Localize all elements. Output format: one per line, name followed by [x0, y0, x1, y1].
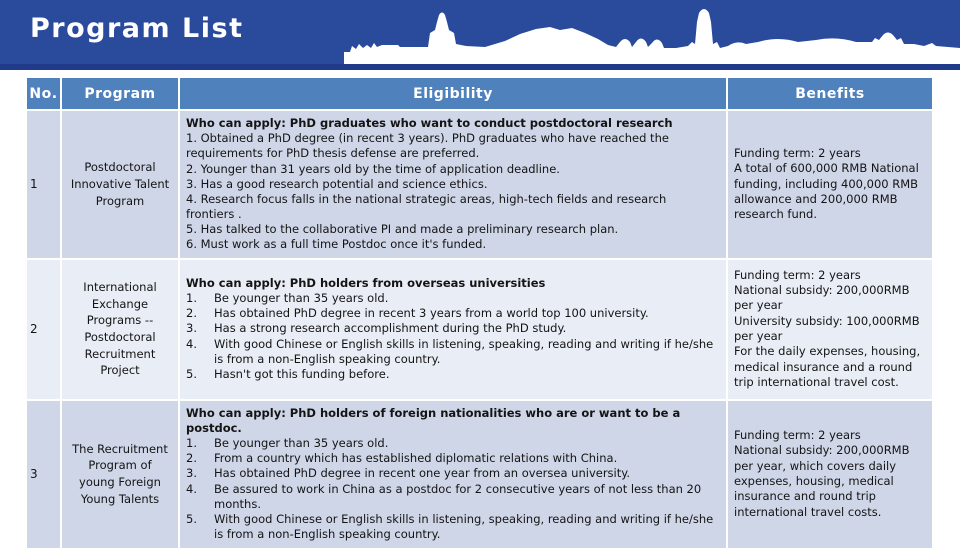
eligibility-item-number: 2.	[186, 451, 197, 466]
benefit-line: National subsidy: 200,000RMB per year, which covers daily expenses, housing, medical insurance and round trip international travel costs.	[734, 443, 910, 519]
eligibility-item	[186, 306, 718, 321]
benefit-line: A total of 600,000 RMB National funding, including 400,000 RMB allowance and 200,000 RMB research fund.	[734, 161, 919, 222]
eligibility-cell	[180, 260, 726, 399]
table-row	[27, 111, 932, 258]
eligibility-item-number: 4.	[186, 336, 197, 351]
benefit-line: National subsidy: 200,000RMB per year	[734, 283, 910, 313]
title-banner	[0, 0, 960, 64]
program-table	[25, 76, 934, 550]
eligibility-cell	[180, 111, 726, 258]
banner-divider	[0, 64, 960, 70]
eligibility-item: 5. Has talked to the collaborative PI and made a preliminary research plan.	[186, 222, 619, 237]
row-number: 1	[27, 111, 60, 258]
eligibility-item-number: 1.	[186, 436, 197, 451]
eligibility-item: 3. Has a good research potential and science ethics.	[186, 176, 488, 191]
eligibility-item-number: 4.	[186, 481, 197, 496]
eligibility-item	[186, 291, 718, 306]
city-skyline-silhouette	[340, 0, 960, 64]
row-number: 2	[27, 260, 60, 399]
program-name: Postdoctoral Innovative Talent Program	[62, 111, 178, 258]
eligibility-item	[186, 451, 718, 466]
eligibility-item-number: 5.	[186, 511, 197, 526]
eligibility-heading: Who can apply: PhD holders of foreign nationalities who are or want to be a postdoc.	[186, 405, 681, 435]
eligibility-item-text: Be younger than 35 years old.	[214, 291, 389, 306]
eligibility-item-text: Has obtained PhD degree in recent 3 years from a world top 100 university.	[214, 306, 649, 321]
benefit-line: University subsidy: 100,000RMB per year	[734, 313, 920, 344]
eligibility-item-number: 1.	[186, 291, 197, 306]
benefit-line: Funding term: 2 years	[734, 267, 861, 282]
page-title: Program List	[30, 13, 244, 44]
header-program: Program	[62, 78, 178, 109]
eligibility-item-text: Has a strong research accomplishment during the PhD study.	[214, 321, 567, 336]
row-number: 3	[27, 401, 60, 548]
header-eligibility: Eligibility	[180, 78, 726, 109]
eligibility-cell	[180, 401, 726, 548]
eligibility-item-text: Hasn't got this funding before.	[214, 366, 390, 381]
program-name: The Recruitment Program of young Foreign Young Talents	[62, 401, 178, 548]
eligibility-item-number: 2.	[186, 306, 197, 321]
eligibility-heading: Who can apply: PhD graduates who want to conduct postdoctoral research	[186, 116, 673, 130]
eligibility-item	[186, 466, 718, 481]
eligibility-item	[186, 436, 718, 451]
eligibility-item-text: From a country which has established diplomatic relations with China.	[214, 451, 618, 466]
eligibility-item	[186, 512, 718, 542]
eligibility-item-text: Be younger than 35 years old.	[214, 436, 389, 451]
eligibility-item	[186, 482, 718, 512]
eligibility-item: 4. Research focus falls in the national strategic areas, high-tech fields and research frontiers .	[186, 191, 667, 222]
program-name: International Exchange Programs -- Postdoctoral Recruitment Project	[62, 260, 178, 399]
benefits-cell	[728, 401, 932, 548]
eligibility-item	[186, 337, 718, 367]
table-row	[27, 260, 932, 399]
eligibility-item-text: Has obtained PhD degree in recent one year from an oversea university.	[214, 466, 631, 481]
benefit-line: Funding term: 2 years	[734, 146, 861, 161]
eligibility-item-number: 3.	[186, 321, 197, 336]
header-no: No.	[27, 78, 60, 109]
table-row	[27, 401, 932, 548]
eligibility-item-text: Be assured to work in China as a postdoc for 2 consecutive years of not less than 20 months.	[214, 481, 702, 511]
benefits-cell	[728, 111, 932, 258]
eligibility-item: 1. Obtained a PhD degree (in recent 3 years). PhD graduates who have reached the requirements for PhD thesis defense are preferred.	[186, 131, 669, 161]
eligibility-item: 2. Younger than 31 years old by the time of application deadline.	[186, 161, 560, 176]
benefit-line: Funding term: 2 years	[734, 428, 861, 443]
table-body	[27, 111, 932, 548]
eligibility-item	[186, 367, 718, 382]
eligibility-item-number: 5.	[186, 366, 197, 381]
benefits-cell	[728, 260, 932, 399]
eligibility-item	[186, 321, 718, 336]
eligibility-item: 6. Must work as a full time Postdoc once it's funded.	[186, 237, 487, 252]
benefit-line: For the daily expenses, housing, medical insurance and a round trip international travel cost.	[734, 344, 921, 389]
eligibility-item-number: 3.	[186, 466, 197, 481]
eligibility-heading: Who can apply: PhD holders from overseas universities	[186, 275, 546, 290]
table-header	[27, 78, 932, 109]
eligibility-item-text: With good Chinese or English skills in listening, speaking, reading and writing if he/she is from a non-English speaking country.	[214, 336, 714, 366]
header-benefits: Benefits	[728, 78, 932, 109]
eligibility-item-text: With good Chinese or English skills in listening, speaking, reading and writing if he/she is from a non-English speaking country.	[214, 511, 714, 542]
